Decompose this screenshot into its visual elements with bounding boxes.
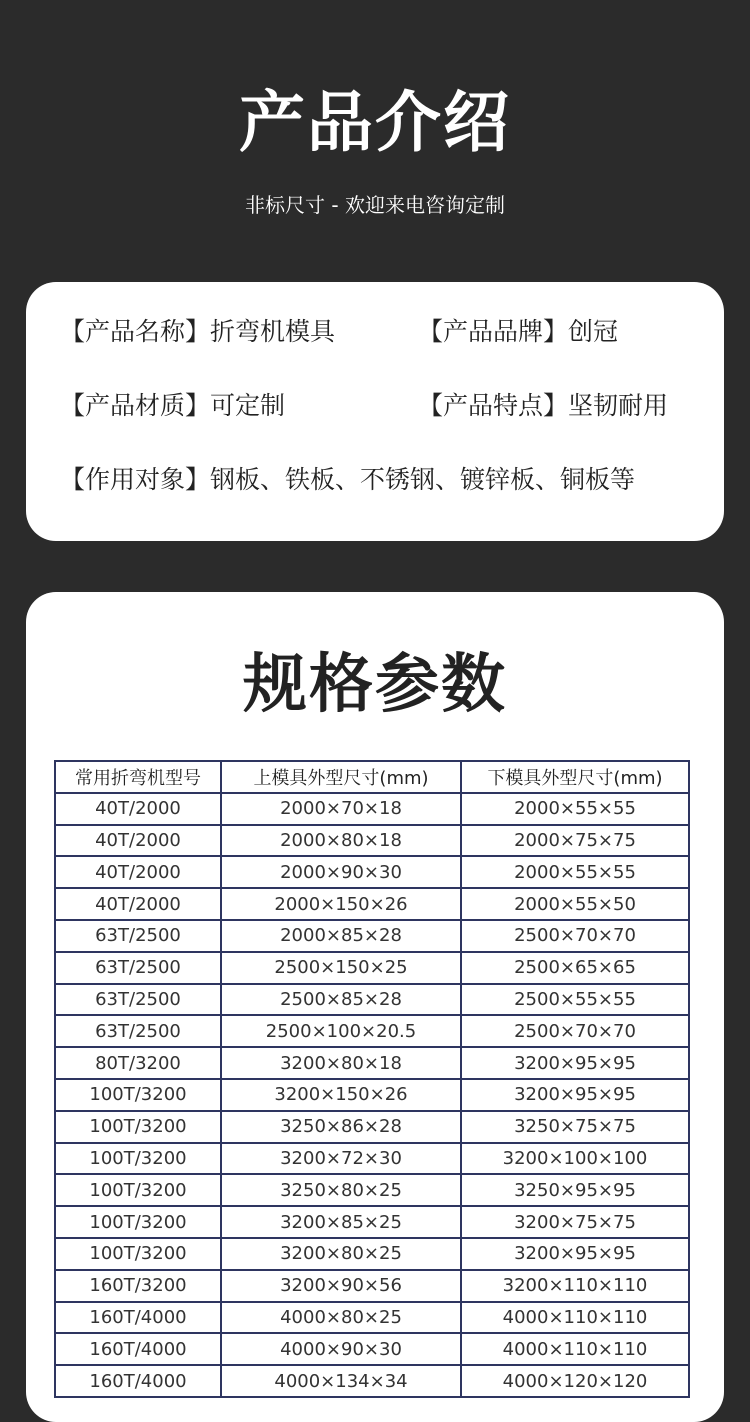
cell-lower-die: 2500×65×65 (461, 952, 689, 984)
product-info-card (26, 282, 724, 541)
cell-lower-die: 2500×55×55 (461, 984, 689, 1016)
header-lower-die: 下模具外型尺寸(mm) (461, 761, 689, 793)
cell-upper-die: 3200×80×18 (221, 1047, 461, 1079)
cell-upper-die: 3200×85×25 (221, 1206, 461, 1238)
table-row (55, 1206, 689, 1238)
cell-model: 80T/3200 (55, 1047, 221, 1079)
table-row (55, 1238, 689, 1270)
cell-upper-die: 3200×72×30 (221, 1143, 461, 1175)
cell-model: 100T/3200 (55, 1143, 221, 1175)
cell-upper-die: 2000×85×28 (221, 920, 461, 952)
cell-upper-die: 3200×90×56 (221, 1270, 461, 1302)
table-row (55, 825, 689, 857)
cell-upper-die: 4000×90×30 (221, 1333, 461, 1365)
cell-model: 63T/2500 (55, 952, 221, 984)
table-body (55, 793, 689, 1397)
cell-model: 160T/3200 (55, 1270, 221, 1302)
cell-upper-die: 3250×80×25 (221, 1174, 461, 1206)
cell-upper-die: 2000×80×18 (221, 825, 461, 857)
cell-upper-die: 2000×90×30 (221, 856, 461, 888)
cell-model: 40T/2000 (55, 856, 221, 888)
spec-card (26, 592, 724, 1422)
table-row (55, 1047, 689, 1079)
cell-upper-die: 2000×70×18 (221, 793, 461, 825)
cell-model: 40T/2000 (55, 793, 221, 825)
cell-lower-die: 3200×95×95 (461, 1047, 689, 1079)
table-row (55, 920, 689, 952)
info-row (60, 386, 700, 426)
cell-lower-die: 3250×75×75 (461, 1111, 689, 1143)
cell-lower-die: 3200×75×75 (461, 1206, 689, 1238)
cell-model: 160T/4000 (55, 1302, 221, 1334)
table-row (55, 1174, 689, 1206)
cell-model: 63T/2500 (55, 1015, 221, 1047)
cell-lower-die: 2500×70×70 (461, 1015, 689, 1047)
cell-model: 63T/2500 (55, 984, 221, 1016)
cell-model: 160T/4000 (55, 1333, 221, 1365)
product-material: 【产品材质】可定制 (60, 391, 286, 420)
cell-upper-die: 3200×150×26 (221, 1079, 461, 1111)
product-feature: 【产品特点】坚韧耐用 (418, 391, 669, 420)
cell-model: 100T/3200 (55, 1238, 221, 1270)
cell-lower-die: 2000×55×55 (461, 856, 689, 888)
table-row (55, 1333, 689, 1365)
cell-lower-die: 3200×110×110 (461, 1270, 689, 1302)
header-model: 常用折弯机型号 (55, 761, 221, 793)
table-row (55, 888, 689, 920)
info-row (60, 460, 700, 500)
cell-lower-die: 2000×55×55 (461, 793, 689, 825)
cell-lower-die: 4000×120×120 (461, 1365, 689, 1397)
table-row (55, 793, 689, 825)
cell-upper-die: 3200×80×25 (221, 1238, 461, 1270)
table-row (55, 1143, 689, 1175)
cell-model: 100T/3200 (55, 1174, 221, 1206)
cell-lower-die: 3200×95×95 (461, 1238, 689, 1270)
page-title: 产品介绍 (239, 84, 511, 161)
cell-model: 160T/4000 (55, 1365, 221, 1397)
spec-table (54, 760, 690, 1398)
cell-model: 100T/3200 (55, 1079, 221, 1111)
table-header-row (55, 761, 689, 793)
product-brand: 【产品品牌】创冠 (418, 317, 619, 346)
cell-lower-die: 2000×55×50 (461, 888, 689, 920)
cell-upper-die: 4000×134×34 (221, 1365, 461, 1397)
cell-model: 40T/2000 (55, 825, 221, 857)
header-upper-die: 上模具外型尺寸(mm) (221, 761, 461, 793)
cell-lower-die: 2000×75×75 (461, 825, 689, 857)
info-row (60, 312, 700, 352)
spec-table-wrap (54, 760, 688, 1398)
table-row (55, 1079, 689, 1111)
cell-model: 100T/3200 (55, 1111, 221, 1143)
cell-upper-die: 3250×86×28 (221, 1111, 461, 1143)
cell-lower-die: 3200×95×95 (461, 1079, 689, 1111)
table-row (55, 1270, 689, 1302)
spec-title: 规格参数 (243, 648, 507, 722)
cell-upper-die: 4000×80×25 (221, 1302, 461, 1334)
cell-upper-die: 2500×85×28 (221, 984, 461, 1016)
table-row (55, 856, 689, 888)
cell-lower-die: 2500×70×70 (461, 920, 689, 952)
cell-lower-die: 4000×110×110 (461, 1302, 689, 1334)
table-row (55, 1365, 689, 1397)
cell-lower-die: 3250×95×95 (461, 1174, 689, 1206)
table-row (55, 952, 689, 984)
cell-model: 100T/3200 (55, 1206, 221, 1238)
product-name: 【产品名称】折弯机模具 (60, 317, 336, 346)
cell-upper-die: 2500×100×20.5 (221, 1015, 461, 1047)
cell-model: 40T/2000 (55, 888, 221, 920)
table-row (55, 984, 689, 1016)
table-row (55, 1111, 689, 1143)
product-target: 【作用对象】钢板、铁板、不锈钢、镀锌板、铜板等 (60, 465, 636, 494)
cell-lower-die: 3200×100×100 (461, 1143, 689, 1175)
page-subtitle: 非标尺寸 - 欢迎来电咨询定制 (245, 193, 505, 217)
cell-lower-die: 4000×110×110 (461, 1333, 689, 1365)
cell-model: 63T/2500 (55, 920, 221, 952)
cell-upper-die: 2000×150×26 (221, 888, 461, 920)
cell-upper-die: 2500×150×25 (221, 952, 461, 984)
table-row (55, 1302, 689, 1334)
table-row (55, 1015, 689, 1047)
